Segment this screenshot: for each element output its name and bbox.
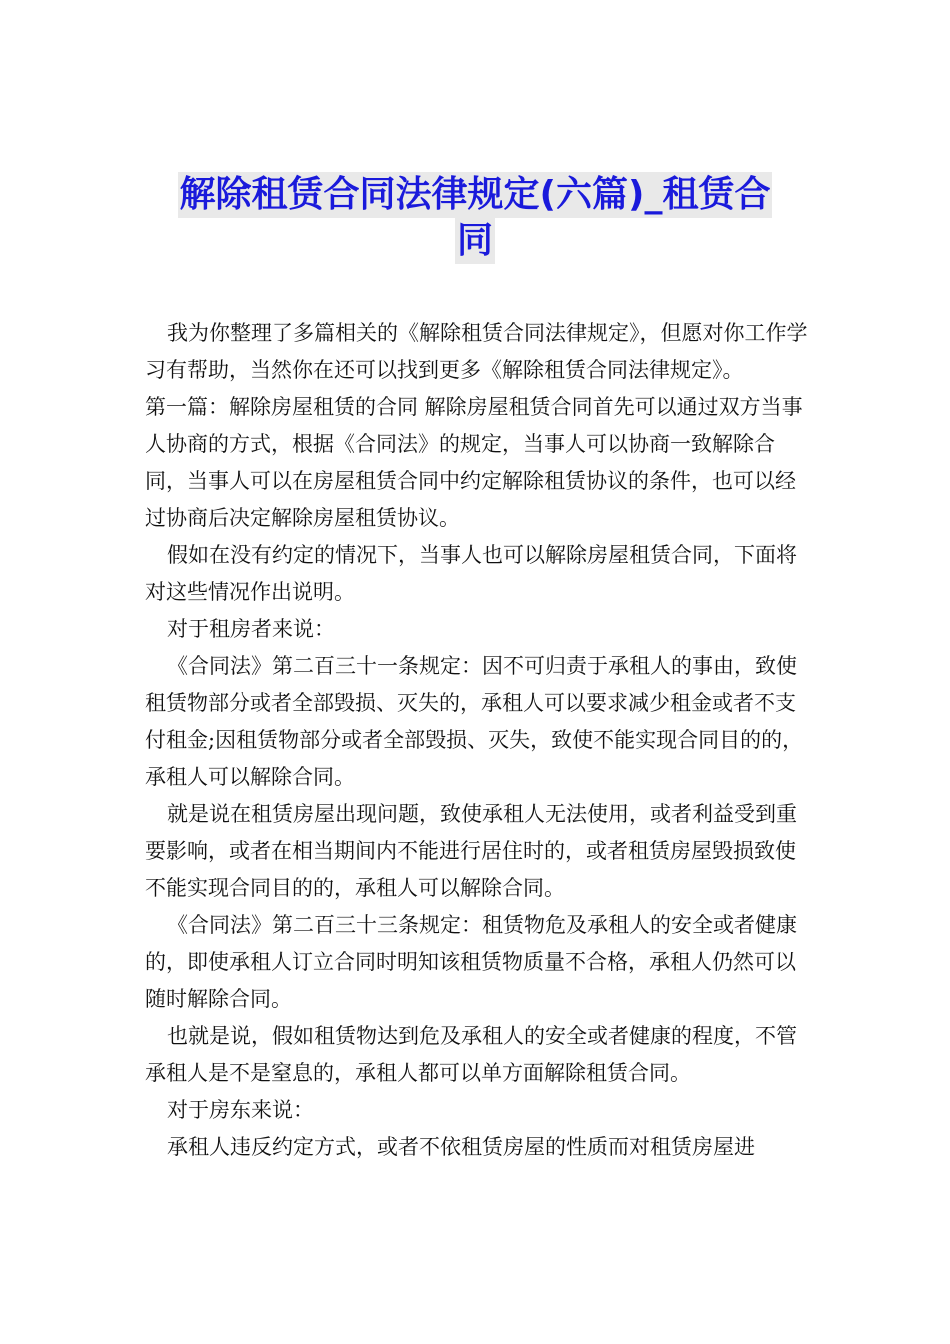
paragraph: 《合同法》第二百三十三条规定：租赁物危及承租人的安全或者健康的，即使承租人订立合同时明知该租赁物质量不合格，承租人仍然可以随时解除合同。 bbox=[145, 913, 797, 1011]
paragraph: 对于租房者来说： bbox=[167, 617, 335, 641]
paragraph: 承租人违反约定方式，或者不依租赁房屋的性质而对租赁房屋进 bbox=[167, 1135, 755, 1159]
paragraph: 我为你整理了多篇相关的《解除租赁合同法律规定》，但愿对你工作学习有帮助，当然你在还可以找到更多《解除租赁合同法律规定》。 bbox=[145, 321, 808, 382]
title-line-2: 同 bbox=[455, 218, 495, 264]
paragraph: 也就是说，假如租赁物达到危及承租人的安全或者健康的程度，不管承租人是不是窒息的，承租人都可以单方面解除租赁合同。 bbox=[145, 1024, 797, 1085]
paragraph: 就是说在租赁房屋出现问题，致使承租人无法使用，或者利益受到重要影响，或者在相当期间内不能进行居住时的，或者租赁房屋毁损致使不能实现合同目的的，承租人可以解除合同。 bbox=[145, 802, 797, 900]
paragraph: 假如在没有约定的情况下，当事人也可以解除房屋租赁合同，下面将对这些情况作出说明。 bbox=[145, 543, 797, 604]
paragraph: 第一篇：解除房屋租赁的合同 解除房屋租赁合同首先可以通过双方当事人协商的方式，根据《合同法》的规定，当事人可以协商一致解除合同，当事人可以在房屋租赁合同中约定解除租赁协议的条件，也可以经过协商后决定解除房屋租赁协议。 bbox=[145, 395, 803, 530]
document-body bbox=[145, 315, 809, 1166]
title-line-1: 解除租赁合同法律规定(六篇)_租赁合 bbox=[178, 172, 773, 218]
paragraph: 对于房东来说： bbox=[167, 1098, 314, 1122]
paragraph: 《合同法》第二百三十一条规定：因不可归责于承租人的事由，致使租赁物部分或者全部毁损、灭失的，承租人可以要求减少租金或者不支付租金;因租赁物部分或者全部毁损、灭失，致使不能实现合同目的的，承租人可以解除合同。 bbox=[145, 654, 804, 789]
document-title bbox=[140, 172, 810, 264]
